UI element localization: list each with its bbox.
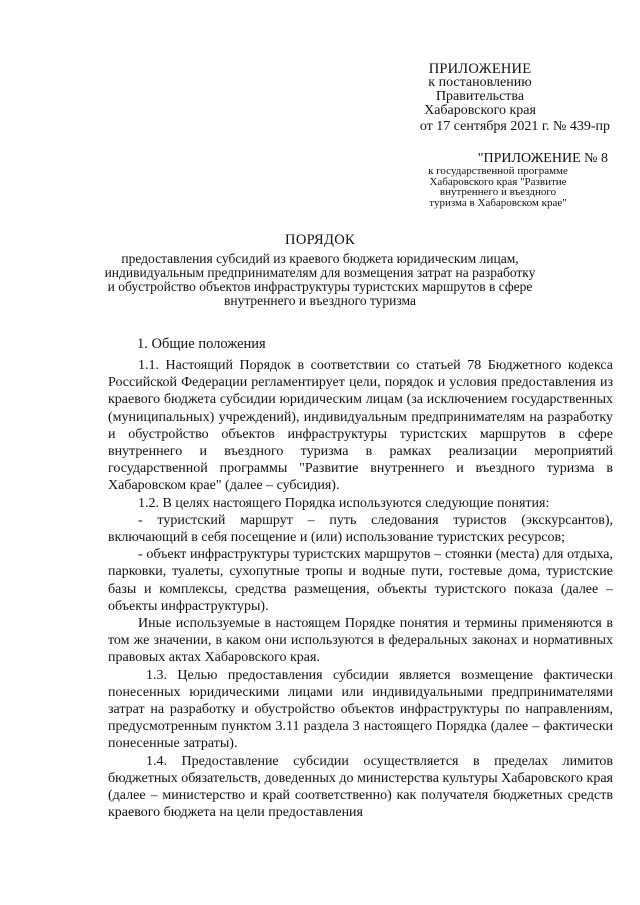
document-body — [108, 357, 613, 821]
paragraph-other-terms: Иные используемые в настоящем Порядке понятия и термины применяются в том же значении, в каком они используются в федеральных законах и нормативных правовых актах Хабаровского края. — [108, 616, 613, 666]
sub-appendix-line-4: туризма в Хабаровском крае" — [429, 196, 567, 209]
appendix-line-2: Правительства — [435, 89, 525, 104]
paragraph-1-2: 1.2. В целях настоящего Порядка используются следующие понятия: — [138, 495, 550, 511]
appendix-title: ПРИЛОЖЕНИЕ — [428, 61, 532, 77]
definition-tourist-route: - туристский маршрут – путь следования туристов (экскурсантов), включающий в себя посещение и (или) использование туристских ресурсов; — [108, 512, 613, 546]
appendix-line-3: Хабаровского края — [424, 103, 536, 118]
definition-infrastructure: - объект инфраструктуры туристских маршрутов – стоянки (места) для отдыха, парковки, туалеты, сухопутные тропы и водные пути, гостевые дома, туристские базы и комплексы, средства размещения, объекты туристского показа (далее – объекты инфраструктуры). — [108, 547, 613, 614]
appendix-header — [350, 62, 610, 134]
sub-appendix-header — [388, 151, 608, 208]
section-heading: 1. Общие положения — [137, 336, 266, 352]
sub-appendix-line-2: Хабаровского края "Развитие — [429, 175, 567, 188]
document-subtitle: предоставления субсидий из краевого бюджета юридическим лицам, индивидуальным предпринимателям для возмещения затрат на разработку и обустройство объектов инфраструктуры туристских маршрутов в сфере внутреннего и въездного туризма — [104, 251, 536, 308]
paragraph-1-1: 1.1. Настоящий Порядок в соответствии со статьей 78 Бюджетного кодекса Российской Федерации регламентирует цели, порядок и условия предоставления из краевого бюджета субсидии юридическим лицам (за исключением государственных (муниципальных) учреждений), индивидуальным предпринимателям на разработку и обустройство объектов инфраструктуры туристских маршрутов в сфере внутреннего и въездного туризма в рамках реализации мероприятий государственной программы "Развитие внутреннего и въездного туризма в Хабаровском крае" (далее – субсидия). — [108, 358, 613, 494]
paragraph-1-3: 1.3. Целью предоставления субсидии является возмещение фактически понесенных юридическими лицами или индивидуальными предпринимателями затрат на разработку и обустройство объектов инфраструктуры по направлениям, предусмотренным пунктом 3.11 раздела 3 настоящего Порядка (далее – фактически понесенные затраты). — [108, 667, 613, 752]
sub-appendix-line-1: к государственной программе — [428, 165, 568, 177]
appendix-date-number: от 17 сентября 2021 г. № 439-пр — [419, 119, 610, 134]
document-title: ПОРЯДОК — [285, 232, 355, 248]
sub-appendix-title: "ПРИЛОЖЕНИЕ № 8 — [477, 151, 608, 166]
paragraph-1-4: 1.4. Предоставление субсидии осуществляется в пределах лимитов бюджетных обязательств, доведенных до министерства культуры Хабаровского края (далее – министерство и край соответственно) как получателя бюджетных средств краевого бюджета на цели предоставления — [108, 753, 613, 821]
sub-appendix-line-3: внутреннего и въездного — [439, 186, 557, 198]
appendix-line-1: к постановлению — [428, 75, 532, 90]
